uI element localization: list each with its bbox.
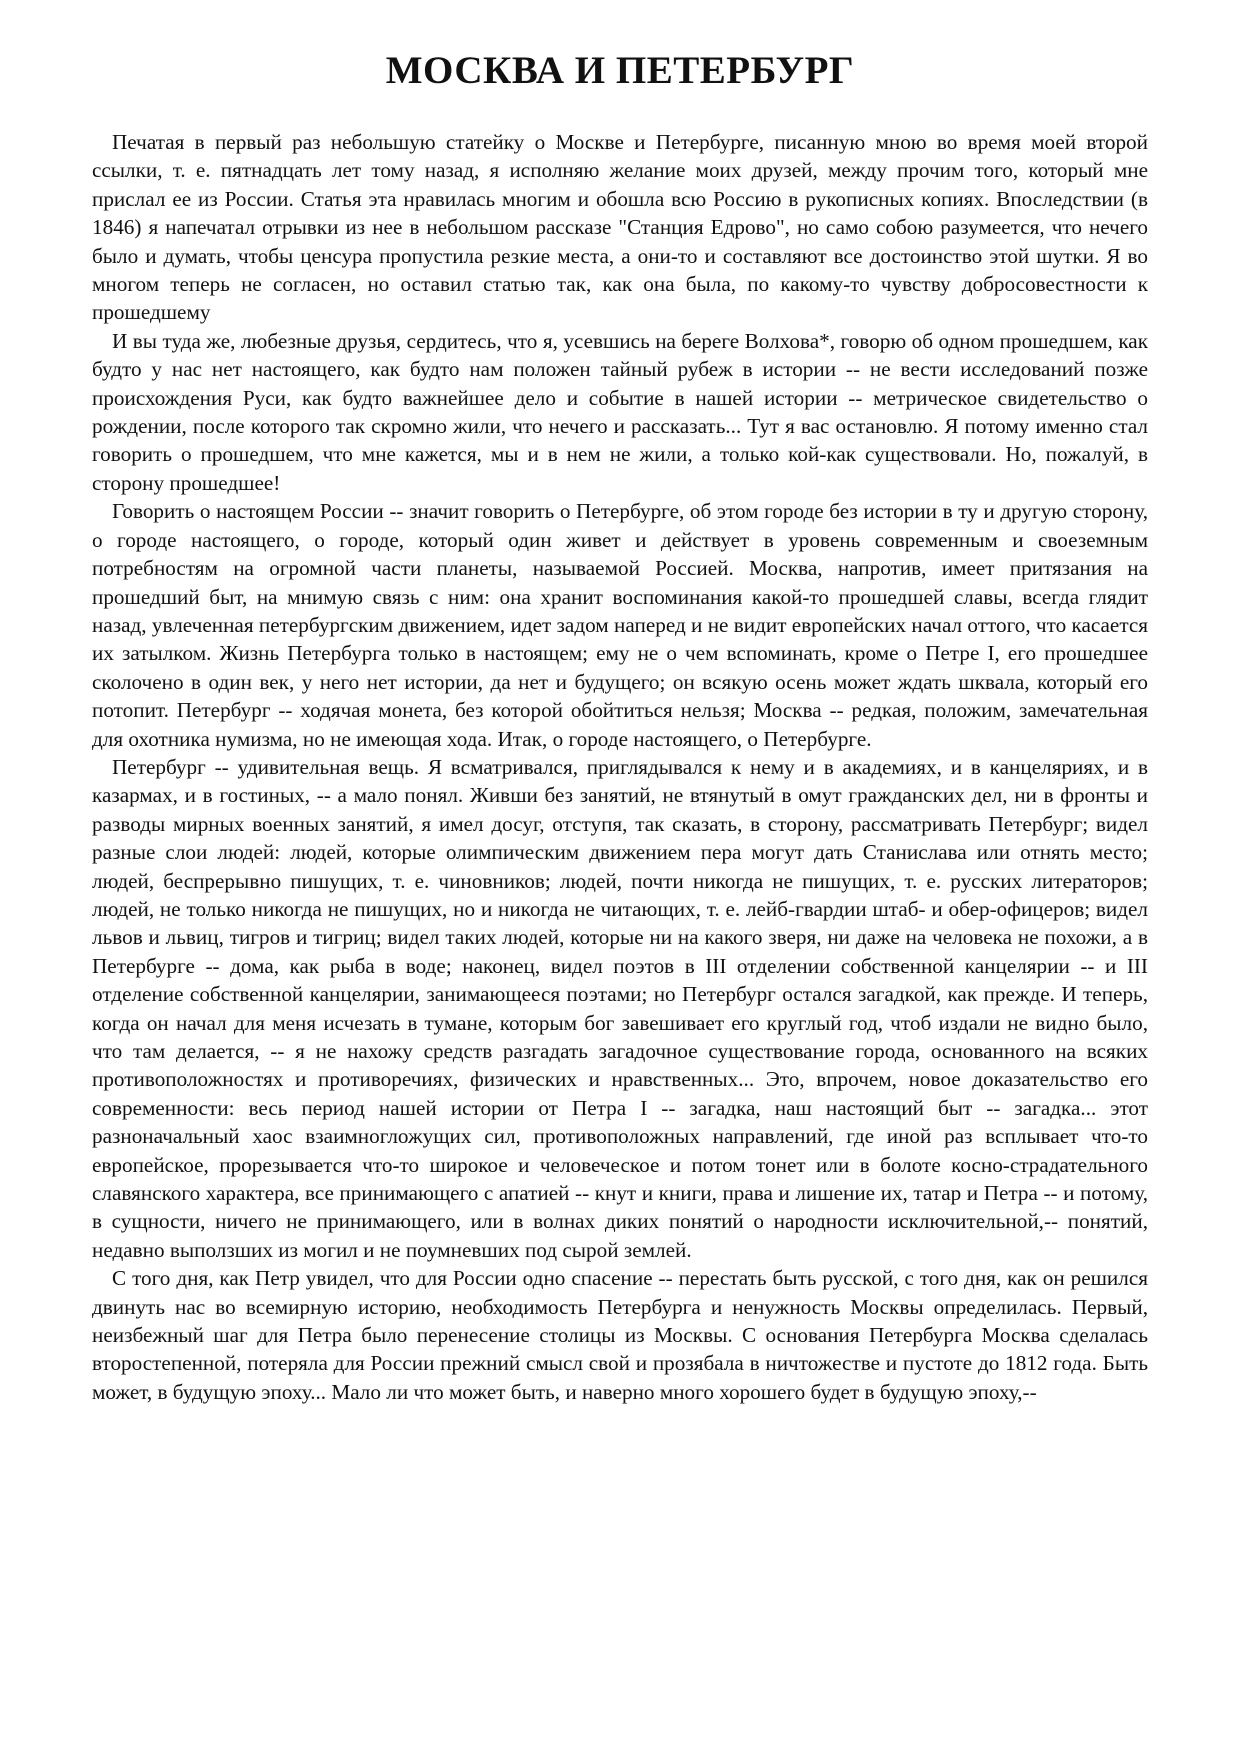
paragraph-past: И вы туда же, любезные друзья, сердитесь, что я, усевшись на береге Волхова*, говорю об одном прошедшем, как будто у нас нет настоящего, как будто нам положен тайный рубеж в истории -- не вести исследований позже происхождения Руси, как будто важнейшее дело и событие в нашей истории -- метрическое свидетельство о рождении, после которого так скромно жили, что нечего и рассказать... Тут я вас остановлю. Я потому именно стал говорить о прошедшем, что мне кажется, мы и в нем не жили, а только кой-как существовали. Но, пожалуй, в сторону прошедшее! [92, 328, 1148, 495]
paragraph-petersburg: Петербург -- удивительная вещь. Я всматривался, приглядывался к нему и в академиях, и в канцеляриях, и в казармах, и в гостиных, -- а мало понял. Живши без занятий, не втянутый в омут гражданских дел, ни в фронты и разводы мирных военных занятий, я имел досуг, отступя, так сказать, в сторону, рассматривать Петербург; видел разные слои людей: людей, которые олимпическим движением пера могут дать Станислава или отнять место; людей, беспрерывно пишущих, т. е. чиновников; людей, почти никогда не пишущих, т. е. русских литераторов; людей, не только никогда не пишущих, но и никогда не читающих, т. е. лейб-гвардии штаб- и обер-офицеров; видел львов и львиц, тигров и тигриц; видел таких людей, которые ни на какого зверя, ни даже на человека не похожи, а в Петербурге -- дома, как рыба в воде; наконец, видел поэтов в III отделении собственной канцелярии -- и III отделение собственной канцелярии, занимающееся поэтами; но Петербург остался загадкой, как прежде. И теперь, когда он начал для меня исчезать в тумане, которым бог завешивает его круглый год, чтоб издали не видно было, что там делается, -- я не нахожу средств разгадать загадочное существование города, основанного на всяких противоположностях и противоречиях, физических и нравственных... Это, впрочем, новое доказательство его современности: весь период нашей истории от Петра I -- загадка, наш настоящий быт -- загадка... этот разноначальный хаос взаимногложущих сил, противоположных направлений, где иной раз всплывает что-то европейское, прорезывается что-то широкое и человеческое и потом тонет или в болоте косно-страдательного славянского характера, все принимающего с апатией -- кнут и книги, права и лишение их, татар и Петра -- и потому, в сущности, ничего не принимающего, или в волнах диких понятий о народности исключительной,-- понятий, недавно выползших из могил и не поумневших под сырой землей. [92, 754, 1148, 1262]
paragraph-peter: С того дня, как Петр увидел, что для России одно спасение -- перестать быть русской, с того дня, как он решился двинуть нас во всемирную историю, необходимость Петербурга и ненужность Москвы определилась. Первый, неизбежный шаг для Петра было перенесение столицы из Москвы. С основания Петербурга Москва сделалась второстепенной, потеряла для России прежний смысл свой и прозябала в ничтожестве и пустоте до 1812 года. Быть может, в будущую эпоху... Мало ли что может быть, и наверно много хорошего будет в будущую эпоху,-- [92, 1266, 1148, 1404]
paragraph-intro: Печатая в первый раз небольшую статейку о Москве и Петербурге, писанную мною во время моей второй ссылки, т. е. пятнадцать лет тому назад, я исполняю желание моих друзей, между прочим того, который мне прислал ее из России. Статья эта нравилась многим и обошла всю Россию в рукописных копиях. Впоследствии (в 1846) я напечатал отрывки из нее в небольшом рассказе "Станция Едрово", но само собою разумеется, что нечего было и думать, чтобы ценсура пропустила резкие места, а они-то и составляют все достоинство этой шутки. Я во многом теперь не согласен, но оставил статью так, как она была, по какому-то чувству добросовестности к прошедшему [92, 130, 1148, 325]
paragraph-present: Говорить о настоящем России -- значит говорить о Петербурге, об этом городе без истории в ту и другую сторону, о городе настоящего, о городе, который один живет и действует в уровень современным и своеземным потребностям на огромной части планеты, называемой Россией. Москва, напротив, имеет притязания на прошедший быт, на мнимую связь с ним: она хранит воспоминания какой-то прошедшей славы, всегда глядит назад, увлеченная петербургским движением, идет задом наперед и не видит европейских начал оттого, что касается их затылком. Жизнь Петербурга только в настоящем; ему не о чем вспоминать, кроме о Петре I, его прошедшее сколочено в один век, у него нет истории, да нет и будущего; он всякую осень может ждать шквала, который его потопит. Петербург -- ходячая монета, без которой обойтиться нельзя; Москва -- редкая, положим, замечательная для охотника нумизма, но не имеющая хода. Итак, о городе настоящего, о Петербурге. [92, 499, 1148, 751]
page-title: МОСКВА И ПЕТЕРБУРГ [385, 49, 855, 92]
document-page [92, 48, 1148, 1406]
